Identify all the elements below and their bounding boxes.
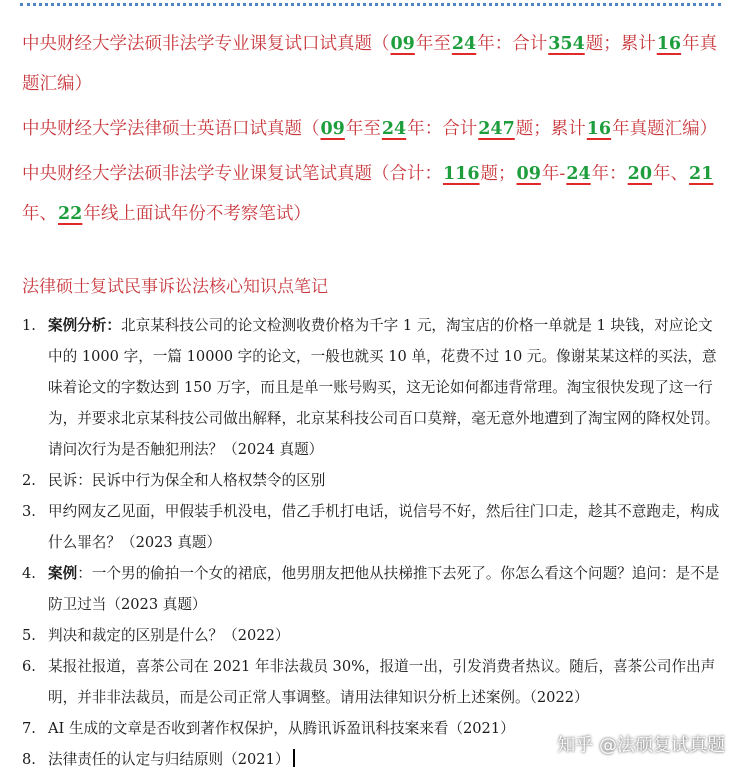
question-item: 8. 法律责任的认定与归结原则（2021）	[22, 744, 722, 775]
resource-links	[22, 24, 727, 239]
question-item: 6. 某报社报道，喜茶公司在 2021 年非法裁员 30%，报道一出，引发消费者热议。随后，喜茶公司作出声明，并非非法裁员，而是公司正常人事调整。请用法律知识分析上述案例。（2022）	[22, 658, 716, 706]
link-oral-exam-questions[interactable]: 中央财经大学法硕非法学专业课复试口试真题（09年至24年：合计354题；累计16年真题汇编）	[22, 34, 718, 94]
question-item: 2. 民诉：民诉中行为保全和人格权禁令的区别	[22, 472, 326, 489]
question-item: 4. 案例：一个男的偷拍一个女的裙底，他男朋友把他从扶梯推下去死了。你怎么看这个问题？追问：是不是防卫过当（2023 真题）	[22, 565, 720, 613]
question-list	[22, 310, 722, 775]
question-item: 3. 甲约网友乙见面，甲假装手机没电，借乙手机打电话，说信号不好，然后往门口走，趁其不意跑走，构成什么罪名？（2023 真题）	[22, 503, 720, 551]
question-item: 7. AI 生成的文章是否收到著作权保护，从腾讯诉盈讯科技案来看（2021）	[22, 720, 515, 737]
question-item: 5. 判决和裁定的区别是什么？（2022）	[22, 627, 290, 644]
top-dotted-divider	[20, 3, 721, 6]
link-english-oral-questions[interactable]: 中央财经大学法律硕士英语口试真题（09年至24年：合计247题；累计16年真题汇编）	[22, 119, 718, 139]
link-civil-procedure-notes[interactable]: 法律硕士复试民事诉讼法核心知识点笔记	[22, 277, 328, 297]
text-cursor	[293, 749, 295, 767]
zhihu-watermark: 知乎 @法硕复试真题	[557, 735, 725, 756]
link-written-exam-questions[interactable]: 中央财经大学法硕非法学专业课复试笔试真题（合计：116题；09年-24年：20年、21年、22年线上面试年份不考察笔试）	[22, 164, 714, 224]
question-item: 1. 案例分析：北京某科技公司的论文检测收费价格为千字 1 元，淘宝店的价格一单就是 1 块钱，对应论文中的 1000 字，一篇 10000 字的论文，一般也就买 10 单，花费不过 10 元。像谢某某这样的买法，意味着论文的字数达到 150 万字，而且是单一账号购买，这无论如何都违背常理。淘宝很快发现了这一行为，并要求北京某科技公司做出解释，北京某科技公司百口莫辩，毫无意外地遭到了淘宝网的降权处罚。请问次行为是否触犯刑法？（2024 真题）	[22, 317, 720, 458]
